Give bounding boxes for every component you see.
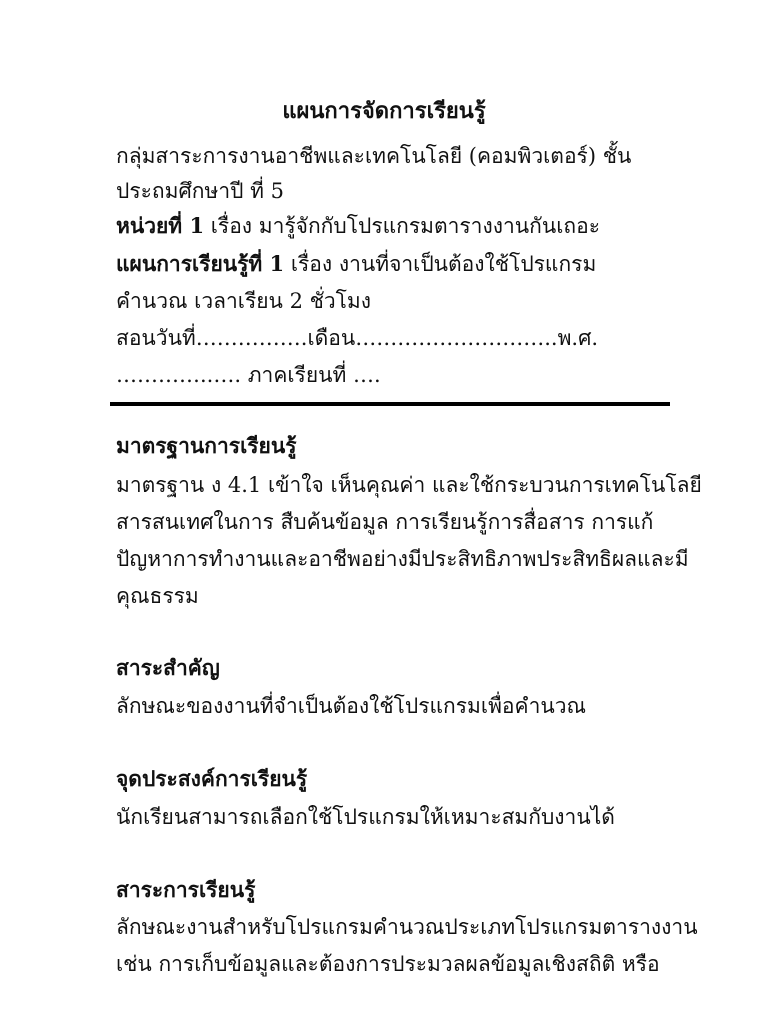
- objective-heading: จุดประสงค์การเรียนรู้: [116, 766, 308, 791]
- divider-rule: [110, 402, 670, 406]
- header-plan-line: [116, 250, 596, 278]
- header-subject-line: กลุ่มสาระการงานอาชีพและเทคโนโลยี (คอมพิวเตอร์) ชั้น: [116, 144, 632, 168]
- content-line: ลักษณะงานสำหรับโปรแกรมคำนวณประเภทโปรแกรมตารางงาน: [116, 915, 698, 939]
- header-grade-line: ประถมศึกษาปี ที่ 5: [116, 179, 285, 203]
- unit-label: หน่วยที่ 1: [116, 213, 205, 238]
- plan-label: แผนการเรียนรู้ที่ 1: [116, 251, 285, 276]
- header-time-line: คำนวณ เวลาเรียน 2 ชั่วโมง: [116, 289, 372, 313]
- standard-line: สารสนเทศในการ สืบค้นข้อมูล การเรียนรู้การสื่อสาร การแก้: [116, 510, 654, 534]
- standard-heading: มาตรฐานการเรียนรู้: [116, 433, 297, 458]
- header-semester-line: …………..…. ภาคเรียนที่ ….: [116, 363, 381, 387]
- objective-line: นักเรียนสามารถเลือกใช้โปรแกรมให้เหมาะสมกับงานได้: [116, 805, 615, 829]
- header-unit-line: [116, 212, 600, 240]
- content-line: เช่น การเก็บข้อมูลและต้องการประมวลผลข้อมูลเชิงสถิติ หรือ: [116, 952, 660, 976]
- header-date-line: สอนวันที่…………….เดือน………………………..พ.ศ.: [116, 326, 599, 350]
- content-heading: สาระการเรียนรู้: [116, 877, 256, 902]
- standard-line: คุณธรรม: [116, 584, 199, 608]
- unit-text: เรื่อง มารู้จักกับโปรแกรมตารางงานกันเถอะ: [204, 214, 600, 238]
- plan-text: เรื่อง งานที่จาเป็นต้องใช้โปรแกรม: [284, 252, 597, 276]
- essence-heading: สาระสำคัญ: [116, 655, 220, 680]
- standard-line: ปัญหาการทำงานและอาชีพอย่างมีประสิทธิภาพประสิทธิผลและมี: [116, 547, 689, 571]
- standard-line: มาตรฐาน ง 4.1 เข้าใจ เห็นคุณค่า และใช้กระบวนการเทคโนโลยี: [116, 473, 702, 497]
- essence-line: ลักษณะของงานที่จำเป็นต้องใช้โปรแกรมเพื่อคำนวณ: [116, 694, 586, 718]
- document-title: แผนการจัดการเรียนรู้: [282, 98, 486, 124]
